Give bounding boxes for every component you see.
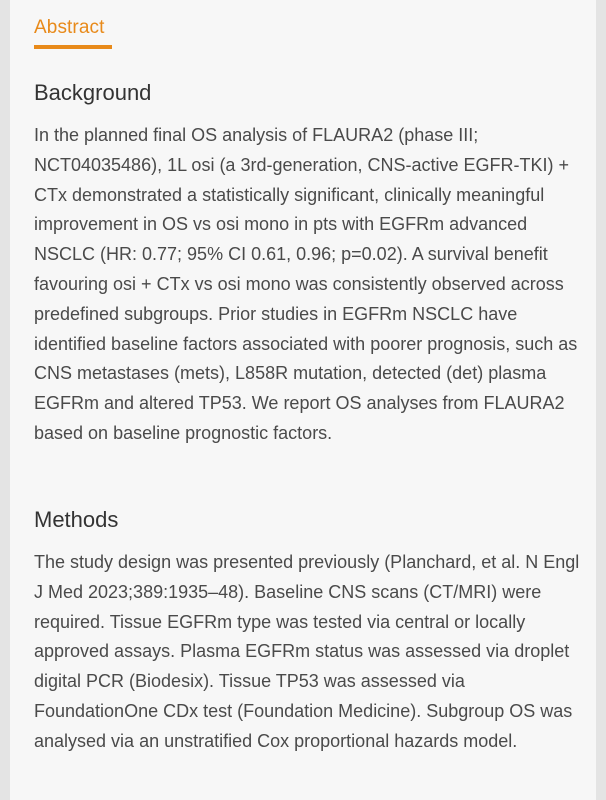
tab-active-indicator [34, 45, 112, 49]
tab-abstract[interactable] [34, 14, 112, 49]
tab-abstract-label: Abstract [34, 17, 105, 38]
section-body-background: In the planned final OS analysis of FLAURA2 (phase III; NCT04035486), 1L osi (a 3rd-generation, CNS-active EGFR-TKI) + CTx demonstrated a statistically significant, clinically meaningful improvement in OS vs osi mono in pts with EGFRm advanced NSCLC (HR: 0.77; 95% CI 0.61, 0.96; p=0.02). A survival benefit favouring osi + CTx vs osi mono was consistently observed across predefined subgroups. Prior studies in EGFRm NSCLC have identified baseline factors associated with poorer prognosis, such as CNS metastases (mets), L858R mutation, detected (det) plasma EGFRm and altered TP53. We report OS analyses from FLAURA2 based on baseline prognostic factors. [34, 125, 578, 443]
section-body-methods: The study design was presented previously (Planchard, et al. N Engl J Med 2023;389:1935–48). Baseline CNS scans (CT/MRI) were required. Tissue EGFRm type was tested via central or locally approved assays. Plasma EGFRm status was assessed via droplet digital PCR (Biodesix). Tissue TP53 was assessed via FoundationOne CDx test (Foundation Medicine). Subgroup OS was analysed via an unstratified Cox proportional hazards model. [34, 552, 580, 751]
section-heading-background: Background [34, 80, 152, 105]
section-heading-methods: Methods [34, 507, 119, 532]
